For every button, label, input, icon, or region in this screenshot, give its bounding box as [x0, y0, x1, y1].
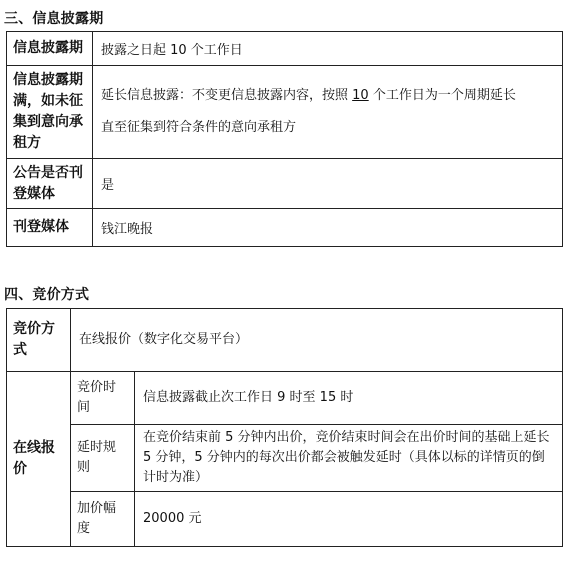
- bidding-table: [6, 308, 563, 547]
- table-row: [7, 32, 563, 66]
- row-label: 信息披露期: [7, 32, 93, 66]
- value-text: 个工作日为一个周期延长: [368, 88, 516, 103]
- section-title-disclosure: 三、信息披露期: [4, 11, 104, 27]
- disclosure-table: [6, 31, 563, 247]
- group-label: 在线报价: [7, 372, 71, 547]
- table-row: [7, 492, 563, 547]
- sub-label: 延时规则: [71, 425, 135, 492]
- table-row: [7, 309, 563, 372]
- table-row: [7, 372, 563, 425]
- row-label: 公告是否刊登媒体: [7, 159, 93, 209]
- row-value: 钱江晚报: [93, 209, 563, 247]
- row-label: 信息披露期满，如未征集到意向承租方: [7, 66, 93, 159]
- table-row: [7, 159, 563, 209]
- row-value: [93, 66, 563, 159]
- sub-label: 加价幅度: [71, 492, 135, 547]
- row-value: 披露之日起 10 个工作日: [93, 32, 563, 66]
- value-text: 延长信息披露：不变更信息披露内容，按照: [101, 88, 353, 103]
- value-line: 直至征集到符合条件的意向承租方: [101, 120, 297, 135]
- value-line: [101, 80, 554, 112]
- section-title-bidding: 四、竞价方式: [4, 287, 90, 303]
- row-label: 刊登媒体: [7, 209, 93, 247]
- value-number: 10: [352, 88, 369, 103]
- table-row: [7, 425, 563, 492]
- table-row: [7, 66, 563, 159]
- sub-label: 竞价时间: [71, 372, 135, 425]
- row-value: 信息披露截止次工作日 9 时至 15 时: [135, 372, 563, 425]
- row-value: 是: [93, 159, 563, 209]
- table-row: [7, 209, 563, 247]
- row-value: 20000 元: [135, 492, 563, 547]
- row-value: 在线报价（数字化交易平台）: [71, 309, 563, 372]
- row-label: 竞价方式: [7, 309, 71, 372]
- row-value: 在竞价结束前 5 分钟内出价，竞价结束时间会在出价时间的基础上延长 5 分钟，5 分钟内的每次出价都会被触发延时（具体以标的详情页的倒计时为准）: [135, 425, 563, 492]
